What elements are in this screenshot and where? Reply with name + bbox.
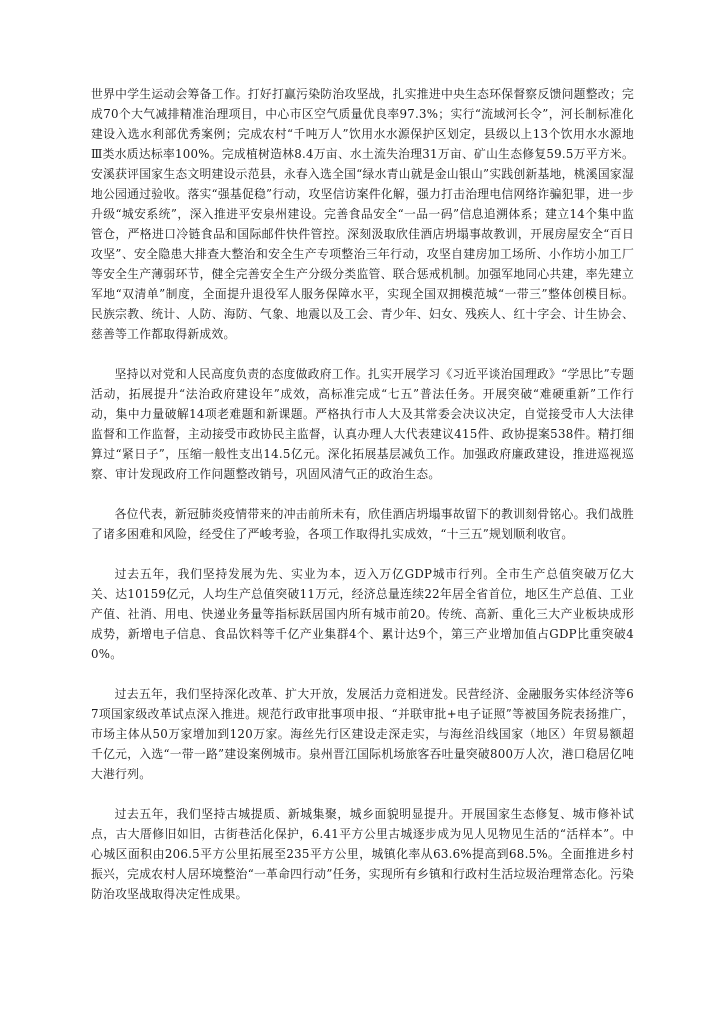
paragraph-spacer [91,344,634,364]
paragraph-spacer [91,544,634,564]
paragraph-spacer [91,664,634,684]
paragraph-reform-opening: 过去五年，我们坚持深化改革、扩大开放，发展活力竞相迸发。民营经济、金融服务实体经济等67项国家级改革试点深入推进。规范行政审批事项申报、“并联审批+电子证照”等被国务院表扬推广，市场主体从50万家增加到120万家。海丝先行区建设走深走实，与海丝沿线国家（地区）年贸易额超千亿元，入选“一带一路”建设案例城市。泉州晋江国际机场旅客吞吐量突破800万人次，港口稳居亿吨大港行列。 [91,687,634,781]
paragraph-deputies-address: 各位代表，新冠肺炎疫情带来的冲击前所未有，欣佳酒店坍塌事故留下的教训刻骨铭心。我们战胜了诸多困难和风险，经受住了严峻考验，各项工作取得扎实成效，“十三五”规划顺利收官。 [91,507,634,541]
paragraph-spacer [91,484,634,504]
paragraph-environment-safety: 世界中学生运动会筹备工作。打好打赢污染防治攻坚战，扎实推进中央生态环保督察反馈问题整改；完成70个大气减排精准治理项目，中心市区空气质量优良率97.3%；实行“流域河长令”，河长制标准化建设入选水利部优秀案例；完成农村“千吨万人”饮用水水源保护区划定，县级以上13个饮用水水源地Ⅲ类水质达标率100%。完成植树造林8.4万亩、水土流失治理31万亩、矿山生态修复59.5万平方米。安溪获评国家生态文明建设示范县，永春入选全国“绿水青山就是金山银山”实践创新基地，桃溪国家湿地公园通过验收。落实“强基促稳”行动，攻坚信访案件化解，强力打击治理电信网络诈骗犯罪，进一步升级“城安系统”，深入推进平安泉州建设。完善食品安全“一品一码”信息追溯体系；建立14个集中监管仓，严格进口冷链食品和国际邮件快件管控。深刻汲取欣佳酒店坍塌事故教训，开展房屋安全“百日攻坚”、安全隐患大排查大整治和安全生产专项整治三年行动，攻坚自建房加工场所、小作坊小加工厂等安全生产薄弱环节，健全完善安全生产分级分类监管、联合惩戒机制。加强军地同心共建，率先建立军地“双清单”制度，全面提升退役军人服务保障水平，实现全国双拥模范城“一带三”整体创模目标。民族宗教、统计、人防、海防、气象、地震以及工会、青少年、妇女、残疾人、红十字会、计生协会、慈善等工作都取得新成效。 [91,87,634,341]
paragraph-development: 过去五年，我们坚持发展为先、实业为本，迈入万亿GDP城市行列。全市生产总值突破万亿大关、达10159亿元，人均生产总值突破11万元，经济总量连续22年居全省首位，地区生产总值、工业产值、社消、用电、快递业务量等指标跃居国内所有城市前20。传统、高新、重化三大产业板块成形成势，新增电子信息、食品饮料等千亿产业集群4个、累计达9个，第三产业增加值占GDP比重突破40%。 [91,567,634,661]
paragraph-urban-rural: 过去五年，我们坚持古城提质、新城集聚，城乡面貌明显提升。开展国家生态修复、城市修补试点，古大厝修旧如旧，古街巷活化保护，6.41平方公里古城逐步成为见人见物见生活的“活样本”。中心城区面积由206.5平方公里拓展至235平方公里，城镇化率从63.6%提高到68.5%。全面推进乡村振兴，完成农村人居环境整治“一革命四行动”任务，实现所有乡镇和行政村生活垃圾治理常态化。污染防治攻坚战取得决定性成果。 [91,807,634,901]
paragraph-government-work: 坚持以对党和人民高度负责的态度做政府工作。扎实开展学习《习近平谈治国理政》“学思比”专题活动，拓展提升“法治政府建设年”成效，高标准完成“七五”普法任务。开展突破“难硬重新”工作行动，集中力量破解14项老难题和新课题。严格执行市人大及其常委会决议决定，自觉接受市人大法律监督和工作监督，主动接受市政协民主监督，认真办理人大代表建议415件、政协提案538件。精打细算过“紧日子”，压缩一般性支出14.5亿元。深化拓展基层减负工作。加强政府廉政建设，推进巡视巡察、审计发现政府工作问题整改销号，巩固风清气正的政治生态。 [91,367,634,481]
paragraph-spacer [91,784,634,804]
